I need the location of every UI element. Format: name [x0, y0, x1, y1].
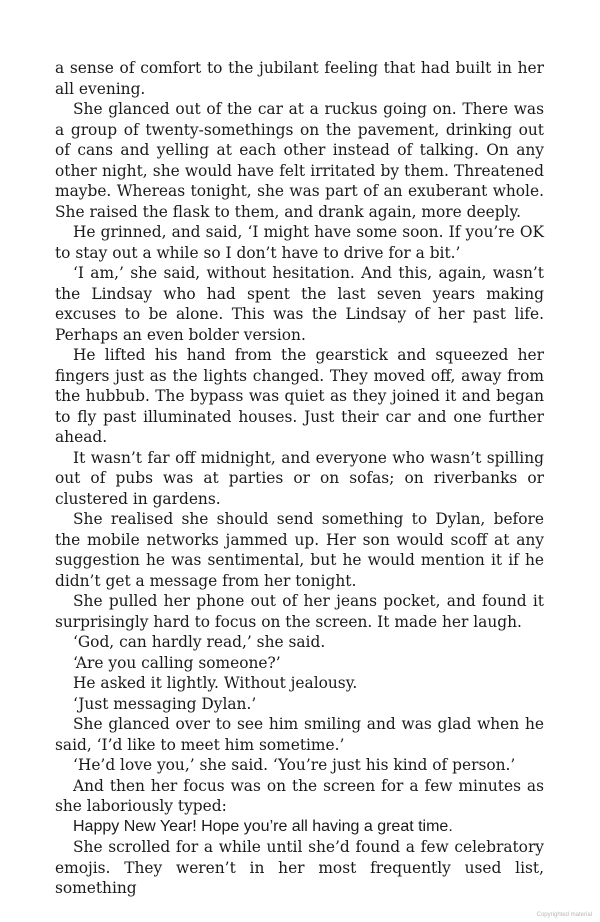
- paragraph: She realised she should send something to Dylan, before the mobile networks jammed up. Her son would scoff at any suggestion he was sentimental, but he would mention it if he didn’t get a message from her tonight.: [55, 510, 544, 590]
- book-page-text: [55, 58, 544, 899]
- paragraph: He asked it lightly. Without jealousy.: [73, 674, 358, 692]
- paragraph: He grinned, and said, ‘I might have some soon. If you’re OK to stay out a while so I don’t have to drive for a bit.’: [55, 223, 544, 262]
- paragraph: She pulled her phone out of her jeans pocket, and found it surprisingly hard to focus on the screen. It made her laugh.: [55, 592, 544, 631]
- paragraph: She scrolled for a while until she’d found a few celebratory emojis. They weren’t in her most frequently used list, something: [55, 838, 544, 897]
- paragraph: She glanced over to see him smiling and was glad when he said, ‘I’d like to meet him sometime.’: [55, 715, 544, 754]
- paragraph: ‘He’d love you,’ she said. ‘You’re just his kind of person.’: [73, 756, 516, 774]
- paragraph: ‘I am,’ she said, without hesitation. And this, again, wasn’t the Lindsay who had spent the last seven years making excuses to be alone. This was the Lindsay of her past life. Perhaps an even bolder version.: [55, 264, 544, 344]
- copyright-watermark: Copyrighted material: [536, 912, 592, 918]
- paragraph: She glanced out of the car at a ruckus going on. There was a group of twenty-somethings on the pavement, drinking out of cans and yelling at each other instead of talking. On any other night, she would have felt irritated by them. Threatened maybe. Whereas tonight, she was part of an exuberant whole. She raised the flask to them, and drank again, more deeply.: [55, 100, 544, 221]
- paragraph: ‘Just messaging Dylan.’: [73, 694, 257, 713]
- paragraph: And then her focus was on the screen for a few minutes as she laboriously typed:: [55, 776, 544, 815]
- paragraph: He lifted his hand from the gearstick and squeezed her fingers just as the lights changed. They moved off, away from the hubbub. The bypass was quiet as they joined it and began to fly past illuminated houses. Just their car and one further ahead.: [55, 346, 544, 446]
- paragraph: a sense of comfort to the jubilant feeling that had built in her all evening.: [55, 59, 544, 98]
- paragraph: ‘Are you calling someone?’: [73, 653, 281, 672]
- paragraph: ‘God, can hardly read,’ she said.: [73, 633, 326, 651]
- paragraph: It wasn’t far off midnight, and everyone who wasn’t spilling out of pubs was at parties or on sofas; on riverbanks or clustered in gardens.: [55, 448, 544, 508]
- text-message: Happy New Year! Hope you’re all having a great time.: [73, 817, 453, 835]
